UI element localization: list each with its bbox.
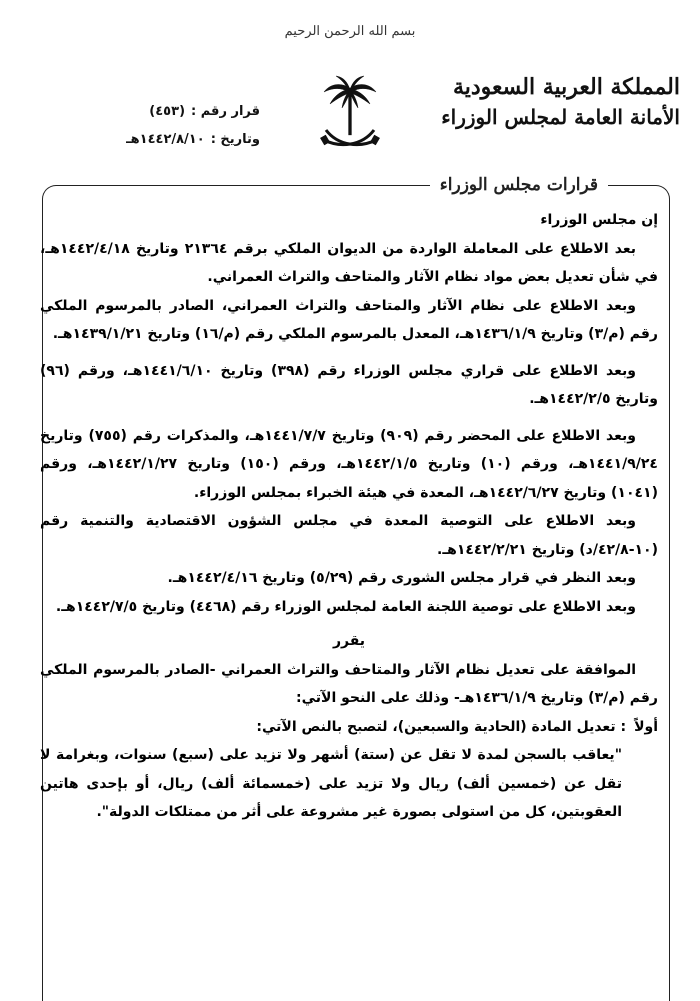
decision-reference <box>110 98 260 154</box>
approval-paragraph: الموافقة على تعديل نظام الآثار والمتاحف والتراث العمراني -الصادر بالمرسوم الملكي رقم (م/٣) وتاريخ ١٤٣٦/١/٩هـ- وذلك على النحو الآتي: <box>40 661 658 706</box>
decision-number: (٤٥٣) <box>149 104 186 119</box>
decision-number-label: قرار رقم : <box>191 104 260 119</box>
decision-body <box>40 206 658 827</box>
basmala-heading: بسم الله الرحمن الرحيم <box>284 24 416 39</box>
palm-swords-emblem-icon <box>318 74 382 158</box>
opening-line: إن مجلس الوزراء <box>540 212 658 228</box>
decision-date: ١٤٤٢/٨/١٠هـ <box>126 132 205 147</box>
clause-intro: : تعديل المادة (الحادية والسبعين)، لتصبح بالنص الآتي: <box>256 718 627 735</box>
clause-1-row <box>40 713 658 742</box>
clause-number: أولاً <box>634 718 658 735</box>
issuer-letterhead <box>441 72 680 132</box>
paragraph-6: وبعد النظر في قرار مجلس الشورى رقم (٥/٢٩) وتاريخ ١٤٤٢/٤/١٦هـ. <box>167 570 636 586</box>
decision-date-row <box>110 126 260 154</box>
secretariat-name: الأمانة العامة لمجلس الوزراء <box>441 105 680 129</box>
paragraph-1: بعد الاطلاع على المعاملة الواردة من الديوان الملكي برقم ٢١٣٦٤ وتاريخ ١٤٤٢/٤/١٨هـ، في شأن تعديل بعض مواد نظام الآثار والمتاحف والتراث العمراني. <box>40 240 658 285</box>
paragraph-2: وبعد الاطلاع على نظام الآثار والمتاحف والتراث العمراني، الصادر بالمرسوم الملكي رقم (م/٣) وتاريخ ١٤٣٦/١/٩هـ، المعدل بالمرسوم الملكي رقم (م/١٦) وتاريخ ١٤٣٩/١/٢١هـ. <box>40 297 658 342</box>
paragraph-4: وبعد الاطلاع على المحضر رقم (٩٠٩) وتاريخ ١٤٤١/٧/٧هـ، والمذكرات رقم (٧٥٥) وتاريخ ١٤٤١/٩/٢٤هـ، ورقم (١٠) وتاريخ ١٤٤٢/١/٥هـ، ورقم (١٥٠) وتاريخ ١٤٤٢/١/٢٧هـ، ورقم (١٠٤١) وتاريخ ١٤٤٢/٦/٢٧هـ، المعدة في هيئة الخبراء بمجلس الوزراء. <box>40 427 658 501</box>
decision-number-row <box>110 98 260 126</box>
paragraph-5: وبعد الاطلاع على التوصية المعدة في مجلس الشؤون الاقتصادية والتنمية رقم (١٠-٤٢/٨/د) وتاريخ ١٤٤٢/٢/٢١هـ. <box>40 513 658 558</box>
frame-title: قرارات مجلس الوزراء <box>430 172 608 198</box>
decides-heading: يقرر <box>332 633 366 649</box>
clause-1-text: "يعاقب بالسجن لمدة لا تقل عن (ستة) أشهر ولا تزيد على (سبع) سنوات، وبغرامة لا تقل عن (خمسين ألف) ريال ولا تزيد على (خمسمائة ألف) ريال، أو بإحدى هاتين العقوبتين، كل من استولى بصورة غير مشروعة على أثر من ممتلكات الدولة". <box>40 747 622 820</box>
paragraph-3: وبعد الاطلاع على قراري مجلس الوزراء رقم (٣٩٨) وتاريخ ١٤٤١/٦/١٠هـ، ورقم (٩٦) وتاريخ ١٤٤٢/٢/٥هـ. <box>40 362 658 407</box>
decision-date-label: وتاريخ : <box>210 132 260 147</box>
paragraph-7: وبعد الاطلاع على توصية اللجنة العامة لمجلس الوزراء رقم (٤٤٦٨) وتاريخ ١٤٤٢/٧/٥هـ. <box>55 598 636 615</box>
kingdom-name: المملكة العربية السعودية <box>452 74 680 100</box>
